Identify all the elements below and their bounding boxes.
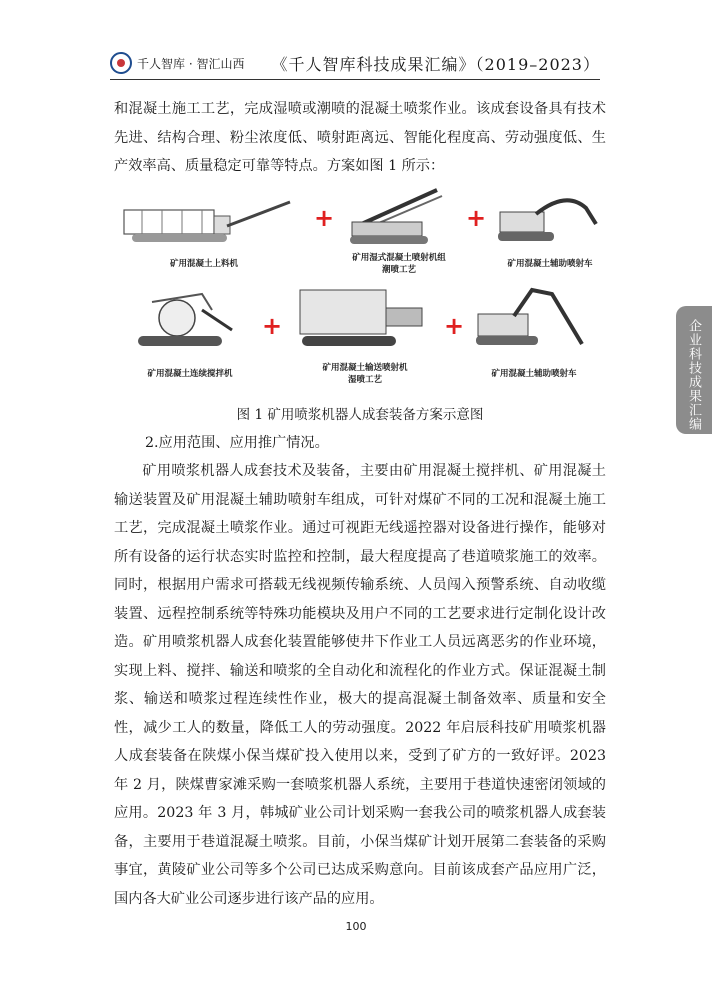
page-number: 100	[345, 920, 367, 933]
figure-label: 矿用混凝土辅助喷射车	[491, 369, 577, 379]
brand-logo-icon	[110, 52, 132, 74]
brand-name: 千人智库 · 智汇山西	[137, 57, 245, 71]
loader-machine-image	[122, 196, 294, 248]
book-title: 《千人智库科技成果汇编》（2019–2023）	[271, 55, 600, 74]
continuous-mixer-image	[132, 290, 244, 352]
plus-icon: +	[444, 312, 465, 340]
figure-label: 矿用混凝土上料机	[169, 259, 238, 269]
body-paragraph: 矿用喷浆机器人成套技术及装备，主要由矿用混凝土搅拌机、矿用混凝土输送装置及矿用混凝土辅助喷射车组成，可针对煤矿不同的工况和混凝土施工工艺，完成混凝土喷浆作业。通过可视距无线遥控器对设备进行操作，能够对所有设备的运行状态实时监控和控制，最大程度提高了巷道喷浆施工的效率。同时，根据用户需求可搭载无线视频传输系统、人员闯入预警系统、自动收缆装置、远程控制系统等特殊功能模块及用户不同的工艺要求进行定制化设计改造。矿用喷浆机器人成套化装置能够使井下作业工人员远离恶劣的作业环境，实现上料、搅拌、输送和喷浆的全自动化和流程化的作业方式。保证混凝土制浆、输送和喷浆过程连续性作业，极大的提高混凝土制备效率、质量和安全性，减少工人的数量，降低工人的劳动强度。2022 年启辰科技矿用喷浆机器人成套装备在陕煤小保当煤矿投入使用以来，受到了矿方的一致好评。2023 年 2 月，陕煤曹家滩采购一套喷浆机器人系统，主要用于巷道快速密闭领域的应用。2023 年 3 月，韩城矿业公司计划采购一套我公司的喷浆机器人成套装备，主要用于巷道混凝土喷浆。目前，小保当煤矿计划开展第二套装备的采购事宜，黄陵矿业公司等多个公司已达成采购意向。目前该成套产品应用广泛，国内各大矿业公司逐步进行该产品的应用。	[114, 463, 606, 907]
plus-icon: +	[466, 204, 487, 232]
figure-label: 矿用混凝土连续搅拌机	[147, 369, 233, 379]
figure-label: 矿用混凝土输送喷射机 湿喷工艺	[322, 363, 408, 385]
side-section-tab	[676, 306, 712, 434]
side-tab-label: 企业科技成果汇编	[686, 319, 701, 431]
header-divider	[110, 79, 600, 80]
plus-icon: +	[262, 312, 283, 340]
auxiliary-spray-vehicle-image	[474, 284, 598, 354]
figure-label: 矿用湿式混凝土喷射机组 潮喷工艺	[352, 253, 446, 275]
equipment-figure	[114, 186, 606, 396]
section-heading: 2.应用范围、应用推广情况。	[145, 435, 329, 451]
figure-label: 矿用混凝土辅助喷射车	[507, 259, 593, 269]
figure-caption: 图 1 矿用喷浆机器人成套装备方案示意图	[236, 407, 484, 423]
plus-icon: +	[314, 204, 335, 232]
wet-spray-unit-image	[342, 186, 460, 248]
page-header	[110, 50, 600, 82]
intro-paragraph: 和混凝土施工工艺，完成湿喷或潮喷的混凝土喷浆作业。该成套设备具有技术先进、结构合理、粉尘浓度低、喷射距离远、智能化程度高、劳动强度低、生产效率高、质量稳定可靠等特点。方案如图 1 所示：	[114, 101, 606, 174]
auxiliary-spray-vehicle-image	[496, 194, 604, 246]
conveying-spray-machine-image	[294, 284, 434, 354]
